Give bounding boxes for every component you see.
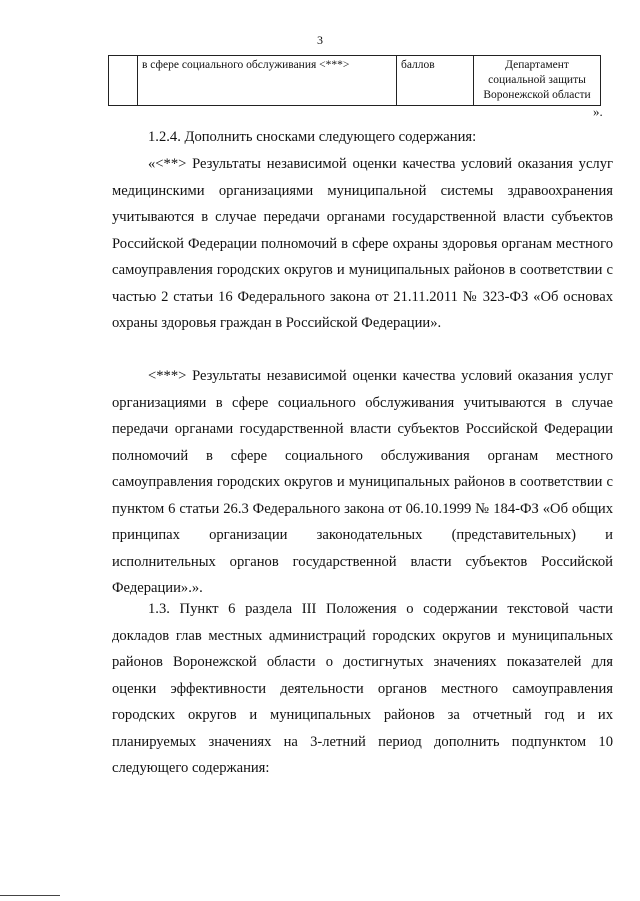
paragraph-1-2-4: 1.2.4. Дополнить сносками следующего содержания: bbox=[148, 129, 477, 145]
page-number: 3 bbox=[317, 33, 323, 47]
responsible-line-3: Воронежской области bbox=[483, 89, 591, 101]
footnote-triple-asterisk: <***> Результаты независимой оценки качества условий оказания услуг организациями в сфере социального обслуживания учитываются в случае передачи органами государственной власти субъектов Российской Федерации полномочий в сфере социального обслуживания органам местного самоуправления городских округов и муниципальных районов в соответствии с пунктом 6 статьи 26.3 Федерального закона от 06.10.1999 № 184-ФЗ «Об общих принципах организации законодательных (представительных) и исполнительных органов государственной власти субъектов Российской Федерации».». bbox=[112, 368, 613, 596]
table-cell-index bbox=[109, 56, 138, 106]
paragraph-1-3: 1.3. Пункт 6 раздела III Положения о содержании текстовой части докладов глав местных администраций городских округов и муниципальных районов Воронежской области о достигнутых значениях показателей для оценки эффективности деятельности органов местного самоуправления городских округов и муниципальных районов за отчетный год и их планируемых значениях на 3-летний период дополнить подпунктом 10 следующего содержания: bbox=[112, 601, 613, 776]
table-cell-responsible bbox=[474, 56, 601, 106]
table-cell-unit: баллов bbox=[397, 56, 474, 106]
quote-end-mark: ». bbox=[593, 104, 603, 119]
responsible-line-1: Департамент bbox=[505, 59, 569, 71]
indicators-table-fragment bbox=[108, 55, 601, 106]
footnote-double-asterisk: «<**> Результаты независимой оценки качества условий оказания услуг медицинскими организациями муниципальной системы здравоохранения учитываются в случае передачи органами государственной власти субъектов Российской Федерации полномочий в сфере охраны здоровья органам местного самоуправления городских округов и муниципальных районов в соответствии с частью 2 статьи 16 Федерального закона от 21.11.2011 № 323-ФЗ «Об основах охраны здоровья граждан в Российской Федерации». bbox=[112, 156, 613, 331]
table-row bbox=[109, 56, 601, 106]
page-bottom-rule bbox=[0, 895, 60, 896]
table-cell-indicator: в сфере социального обслуживания <***> bbox=[138, 56, 397, 106]
responsible-line-2: социальной защиты bbox=[488, 74, 586, 86]
